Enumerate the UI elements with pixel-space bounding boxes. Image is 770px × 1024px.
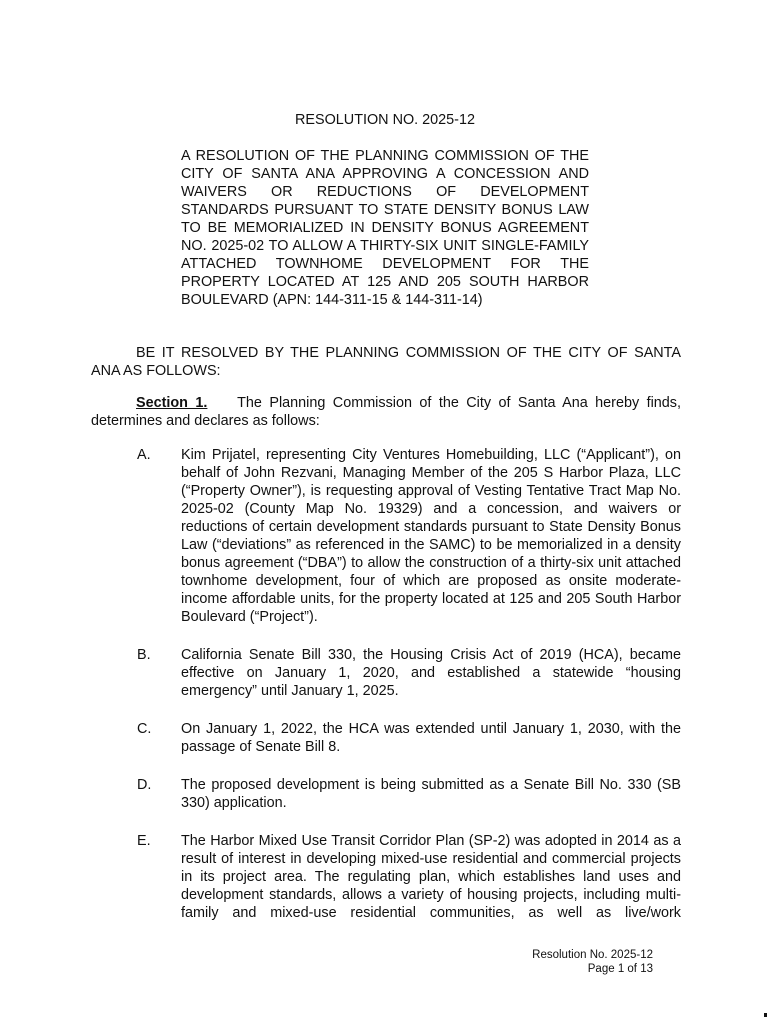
footer-resolution-number: Resolution No. 2025-12: [532, 949, 653, 961]
finding-letter: A.: [137, 447, 151, 463]
finding-text: On January 1, 2022, the HCA was extended until January 1, 2030, with the passage of Senate Bill 8.: [181, 721, 681, 755]
finding-letter: C.: [137, 721, 152, 737]
finding-text: The Harbor Mixed Use Transit Corridor Plan (SP-2) was adopted in 2014 as a result of interest in developing mixed-use residential and commercial projects in its project area. The regulating plan, which establishes land uses and development standards, allows a variety of housing projects, including multi-family and mixed-use residential communities, as well as live/work: [181, 833, 681, 921]
section-1-label: Section 1.: [136, 395, 208, 411]
resolved-clause: BE IT RESOLVED BY THE PLANNING COMMISSION OF THE CITY OF SANTA ANA AS FOLLOWS:: [91, 345, 681, 379]
finding-item: [0, 646, 770, 700]
finding-item: [0, 446, 770, 626]
finding-item: [0, 776, 770, 812]
finding-letter: E.: [137, 833, 151, 849]
section-1-text: The Planning Commission of the City of Santa Ana hereby finds, determines and declares as follows:: [91, 395, 681, 429]
findings-list: [0, 446, 770, 942]
scan-mark: [764, 1013, 767, 1017]
page-footer: [532, 948, 653, 976]
resolution-caption: A RESOLUTION OF THE PLANNING COMMISSION OF THE CITY OF SANTA ANA APPROVING A CONCESSION AND WAIVERS OR REDUCTIONS OF DEVELOPMENT STANDARDS PURSUANT TO STATE DENSITY BONUS LAW TO BE MEMORIALIZED IN DENSITY BONUS AGREEMENT NO. 2025-02 TO ALLOW A THIRTY-SIX UNIT SINGLE-FAMILY ATTACHED TOWNHOME DEVELOPMENT FOR THE PROPERTY LOCATED AT 125 AND 205 SOUTH HARBOR BOULEVARD (APN: 144-311-15 & 144-311-14): [181, 148, 589, 308]
finding-item: [0, 832, 770, 922]
section-1-paragraph: [91, 394, 681, 430]
finding-text: California Senate Bill 330, the Housing Crisis Act of 2019 (HCA), became effective on January 1, 2020, and established a statewide “housing emergency” until January 1, 2025.: [181, 647, 681, 699]
resolution-title: RESOLUTION NO. 2025-12: [295, 112, 475, 128]
finding-text: The proposed development is being submitted as a Senate Bill No. 330 (SB 330) application.: [181, 777, 681, 811]
finding-item: [0, 720, 770, 756]
finding-text: Kim Prijatel, representing City Ventures Homebuilding, LLC (“Applicant”), on behalf of John Rezvani, Managing Member of the 205 S Harbor Plaza, LLC (“Property Owner”), is requesting approval of Vesting Tentative Tract Map No. 2025-02 (County Map No. 19329) and a concession, and waivers or reductions of certain development standards pursuant to State Density Bonus Law (“deviations” as referenced in the SAMC) to be memorialized in a density bonus agreement (“DBA”) to allow the construction of a thirty-six unit attached townhome development, four of which are proposed as onsite moderate-income affordable units, for the property located at 125 and 205 South Harbor Boulevard (“Project”).: [181, 447, 681, 625]
finding-letter: B.: [137, 647, 151, 663]
footer-page-number: Page 1 of 13: [587, 963, 653, 975]
finding-letter: D.: [137, 777, 152, 793]
